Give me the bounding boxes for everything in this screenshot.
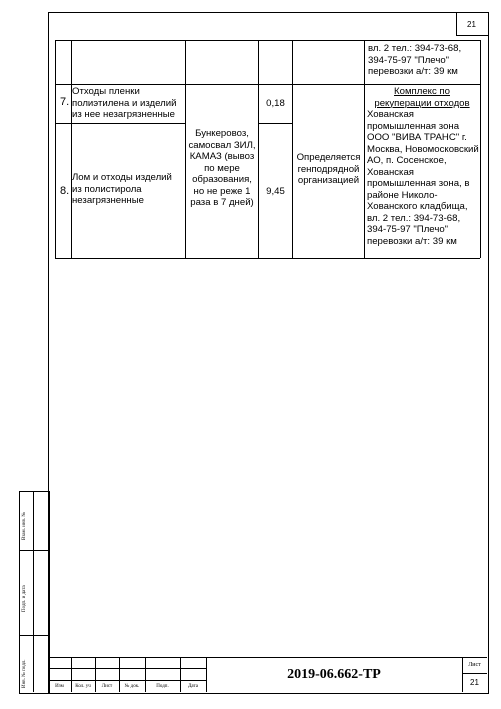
side-label-original-inv: Инв. № подл. — [22, 659, 27, 688]
table-top-border — [55, 40, 480, 41]
row-number: 8. — [60, 185, 70, 197]
continued-location-text: вл. 2 тел.: 394-73-68, 394-75-97 "Плечо" перевозки а/т: 39 км — [368, 43, 462, 77]
waste-name: Лом и отходы изделий из полистирола незагрязненные — [72, 172, 172, 206]
table-row-divider-left — [55, 123, 185, 124]
sheet-label: Лист — [468, 662, 481, 668]
document-code: 2019-06.662-ТР — [287, 667, 381, 682]
table-col-divider-3 — [258, 40, 259, 258]
title-col-label: Лист — [101, 684, 113, 689]
destination-heading: Комплекс по рекуперации отходов — [374, 86, 470, 109]
title-block-top — [48, 657, 487, 658]
waste-name: Отходы пленки полиэтилена и изделий из нее незагрязненные — [72, 86, 177, 120]
table-col-divider-1 — [71, 40, 72, 258]
title-col-label: Изм — [55, 684, 64, 689]
sheet-number-top: 21 — [467, 20, 476, 29]
title-col-label: Кол. уч — [75, 684, 91, 689]
row-number: 7. — [60, 96, 70, 108]
waste-quantity: 9,45 — [266, 186, 285, 197]
table-left-border — [55, 40, 56, 258]
side-stamp-divider-2 — [19, 635, 48, 636]
table-right-border — [480, 40, 481, 258]
transport-description: Бункеровоз, самосвал ЗИЛ, КАМАЗ (вывоз по мере образования, но не реже 1 раза в 7 дней) — [188, 128, 256, 208]
title-col-label: Подп. — [156, 684, 169, 689]
side-label-replacement-inv: Взам. инв. № — [22, 511, 27, 540]
contractor: Определяется генподрядной организацией — [296, 152, 361, 186]
destination-text: Хованская промышленная зона ООО "ВИВА ТРАНС" г. Москва, Новомосковский АО, п. Сосенское, Хованская промышленная зона, в районе Николо-Хованского кладбища, вл. 2 тел.: 394-73-68, 394-75-97 "Плечо" перевозки а/т: 39 км — [367, 109, 479, 247]
table-row-divider — [55, 84, 480, 85]
title-block-sheet-divider — [462, 673, 487, 674]
side-stamp-divider-v — [33, 491, 34, 692]
title-col-label: № док. — [124, 684, 140, 689]
title-col-label: Дата — [188, 684, 198, 689]
table-col-divider-5 — [364, 40, 365, 258]
table-bottom-border — [55, 258, 480, 259]
waste-quantity: 0,18 — [266, 98, 285, 109]
table-col-divider-4 — [292, 40, 293, 258]
side-stamp-divider-1 — [19, 550, 48, 551]
side-label-signature-date: Подп. и дата — [22, 585, 27, 612]
table-row-divider-qty — [258, 123, 292, 124]
sheet-number: 21 — [470, 678, 479, 687]
